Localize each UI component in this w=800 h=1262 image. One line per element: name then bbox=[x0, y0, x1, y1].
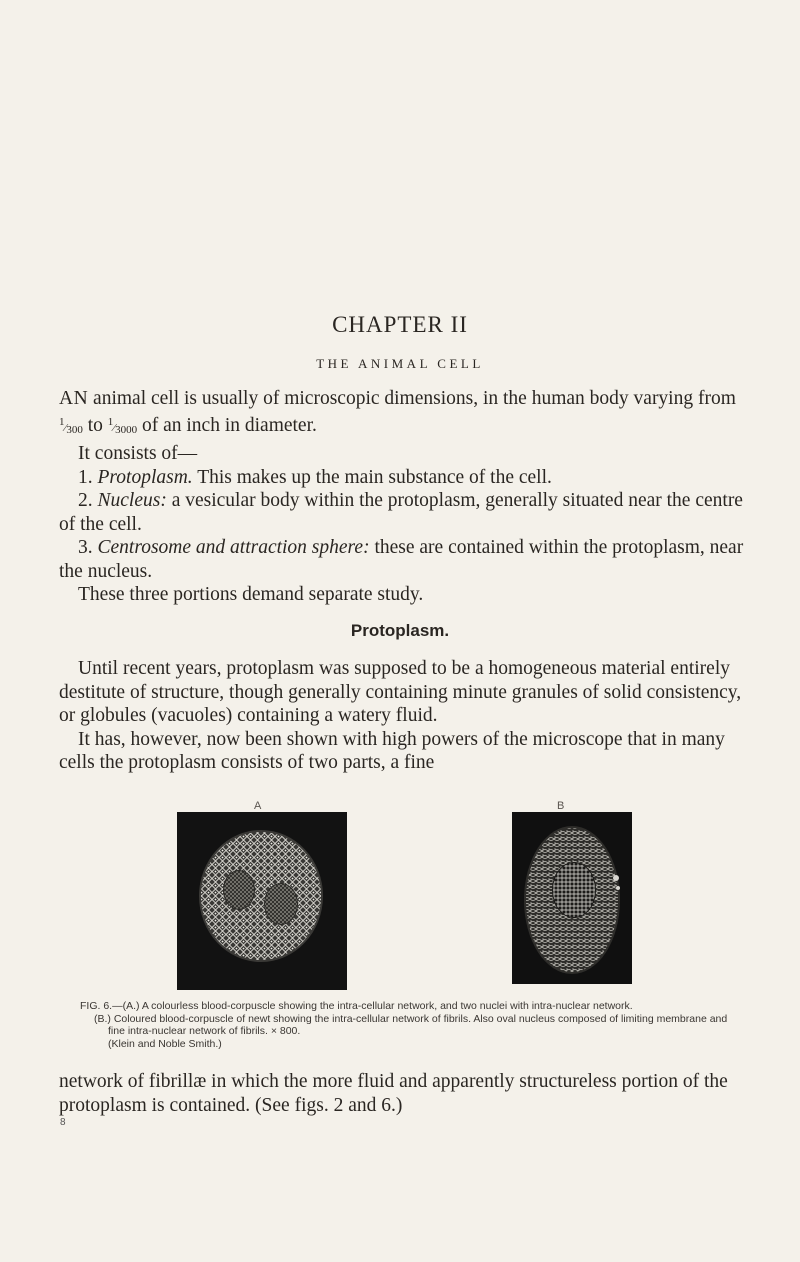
figure-label-b: B bbox=[557, 800, 565, 812]
figure-caption bbox=[80, 1000, 745, 1050]
colourless-corpuscle-illustration bbox=[177, 812, 347, 990]
page-number: 8 bbox=[60, 1117, 66, 1128]
chapter-subtitle: THE ANIMAL CELL bbox=[316, 356, 484, 371]
figure-a-plate bbox=[177, 812, 347, 990]
caption-b: (B.) Coloured blood-corpuscle of newt showing the intra-cellular network of fibrils. Also oval nucleus composed of limiting membrane and fine intra-nuclear network of fibrils. × 800. bbox=[94, 1012, 728, 1037]
figure-label-a: A bbox=[254, 800, 262, 812]
list-item: 3. Centrosome and attraction sphere: these are contained within the protoplasm, near the nucleus. bbox=[59, 537, 744, 582]
figure-b-plate bbox=[512, 812, 632, 984]
chapter-title: CHAPTER II bbox=[332, 312, 468, 337]
fraction-1: 1⁄300 bbox=[59, 415, 83, 436]
intro-block bbox=[59, 387, 749, 607]
protoplasm-block bbox=[59, 657, 749, 775]
caption-a: FIG. 6.—(A.) A colourless blood-corpuscle showing the intra-cellular network, and two nuclei with intra-nuclear network. bbox=[80, 1000, 633, 1012]
paragraph: network of fibrillæ in which the more fluid and apparently structureless portion of the protoplasm is contained. (See figs. 2 and 6.) bbox=[59, 1071, 728, 1116]
coloured-corpuscle-illustration bbox=[512, 812, 632, 984]
closing-block bbox=[59, 1070, 749, 1117]
fraction-2: 1⁄3000 bbox=[107, 415, 138, 436]
consists-line: It consists of— bbox=[78, 443, 198, 464]
drop-cap: AN bbox=[59, 388, 89, 409]
caption-credit: (Klein and Noble Smith.) bbox=[108, 1037, 222, 1050]
intro-paragraph: AN animal cell is usually of microscopic dimensions, in the human body varying from 1⁄300 to 1⁄3000 of an inch in diameter. bbox=[59, 388, 736, 436]
list-item: 1. Protoplasm. This makes up the main substance of the cell. bbox=[78, 466, 552, 488]
list-item: 2. Nucleus: a vesicular body within the protoplasm, generally situated near the centre of the cell. bbox=[59, 490, 743, 535]
paragraph: Until recent years, protoplasm was supposed to be a homogeneous material entirely destitute of structure, though generally containing minute granules of solid consistency, or globules (vacuoles) containing a watery fluid. bbox=[59, 658, 742, 726]
summary-line: These three portions demand separate study. bbox=[78, 584, 424, 605]
paragraph: It has, however, now been shown with high powers of the microscope that in many cells the protoplasm consists of two parts, a fine bbox=[59, 728, 725, 773]
section-heading: Protoplasm. bbox=[350, 621, 450, 640]
